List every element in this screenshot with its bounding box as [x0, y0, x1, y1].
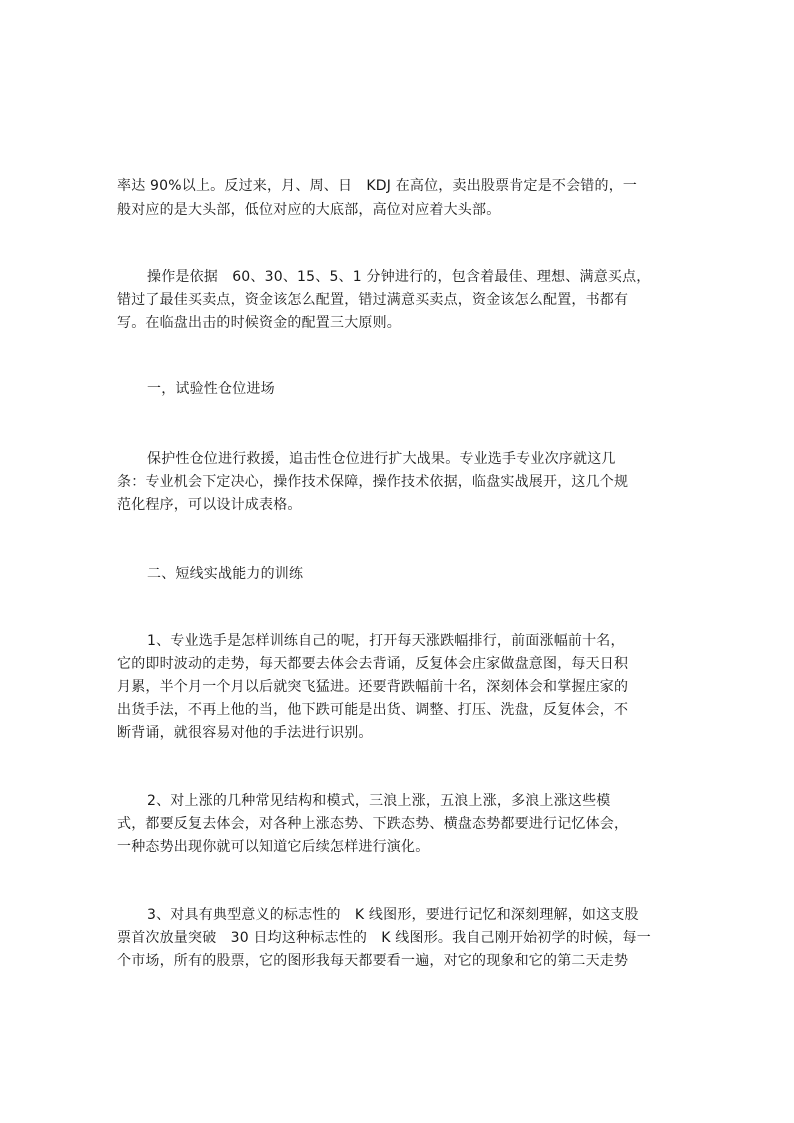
paragraph-1-line-1: 率达 90%以上。反过来，月、周、日 KDJ 在高位，卖出股票肯定是不会错的，一 — [117, 178, 638, 194]
paragraph-4-line-1: 1、专业选手是怎样训练自己的呢，打开每天涨跌幅排行，前面涨幅前十名， — [147, 633, 625, 649]
paragraph-2-line-1: 操作是依据 60、30、15、5、1 分钟进行的，包含着最佳、理想、满意买点， — [147, 269, 651, 285]
paragraph-4-line-4: 出货手法，不再上他的当，他下跌可能是出货、调整、打压、洗盘，反复体会，不 — [117, 702, 629, 718]
paragraph-4-line-3: 月累，半个月一个月以后就突飞猛进。还要背跌幅前十名，深刻体会和掌握庄家的 — [117, 679, 629, 695]
paragraph-4-line-5: 断背诵，就很容易对他的手法进行识别。 — [117, 725, 373, 741]
section-heading-1: 一，试验性仓位进场 — [147, 381, 275, 397]
paragraph-3-line-1: 保护性仓位进行救援，追击性仓位进行扩大战果。专业选手专业次序就这几 — [147, 451, 616, 467]
section-heading-2: 二、短线实战能力的训练 — [147, 566, 304, 582]
paragraph-6-line-1: 3、对具有典型意义的标志性的 K 线图形，要进行记忆和深刻理解，如这支股 — [147, 907, 639, 923]
paragraph-6-line-3: 个市场，所有的股票，它的图形我每天都要看一遍，对它的现象和它的第二天走势 — [117, 953, 629, 969]
paragraph-1-line-2: 般对应的是大头部，低位对应的大底部，高位对应着大头部。 — [117, 202, 501, 218]
paragraph-3-line-3: 范化程序，可以设计成表格。 — [117, 497, 302, 513]
paragraph-5-line-3: 一种态势出现你就可以知道它后续怎样进行演化。 — [117, 839, 430, 855]
paragraph-2-line-3: 写。在临盘出击的时候资金的配置三大原则。 — [117, 315, 401, 331]
paragraph-2-line-2: 错过了最佳买卖点，资金该怎么配置，错过满意买卖点，资金该怎么配置，书都有 — [117, 292, 629, 308]
paragraph-5-line-1: 2、对上涨的几种常见结构和模式，三浪上涨，五浪上涨，多浪上涨这些模 — [147, 793, 611, 809]
paragraph-6-line-2: 票首次放量突破 30 日均这种标志性的 K 线图形。我自己刚开始初学的时候，每一 — [117, 930, 651, 946]
paragraph-3-line-2: 条：专业机会下定决心，操作技术保障，操作技术依据，临盘实战展开，这几个规 — [117, 474, 629, 490]
paragraph-4-line-2: 它的即时波动的走势，每天都要去体会去背诵，反复体会庄家做盘意图，每天日积 — [117, 656, 629, 672]
paragraph-5-line-2: 式，都要反复去体会，对各种上涨态势、下跌态势、横盘态势都要进行记忆体会， — [117, 816, 629, 832]
